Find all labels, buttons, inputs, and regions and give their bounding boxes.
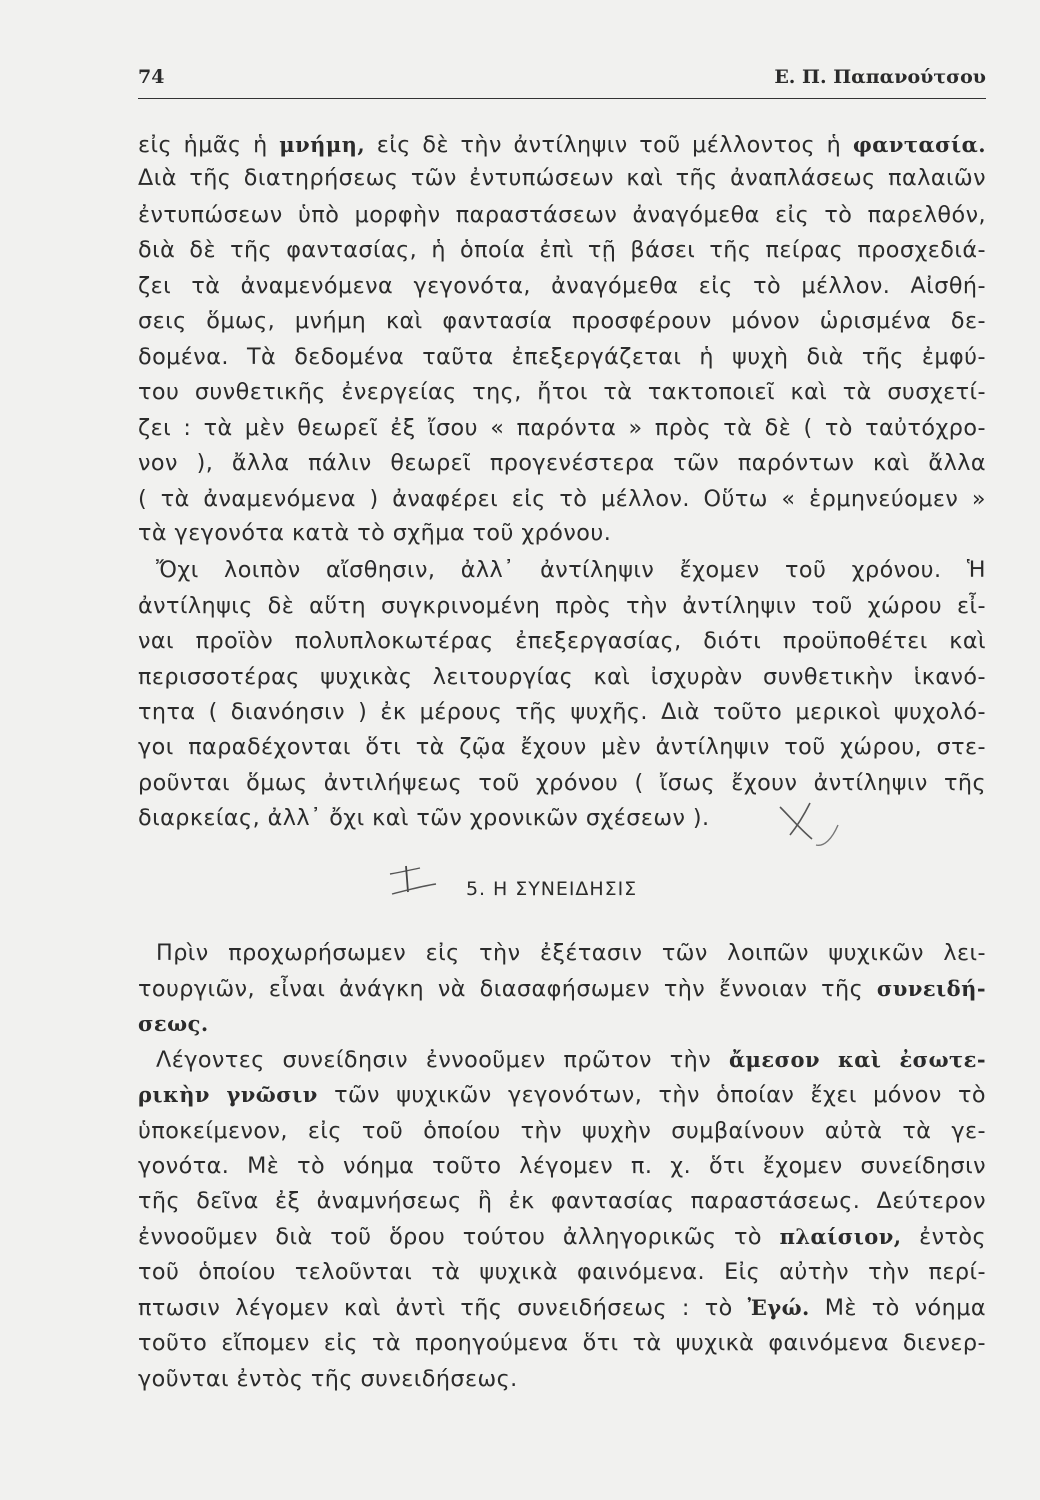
text-line: Λέγοντες συνείδησιν ἐννοοῦμεν πρῶτον τὴν ἄμεσον καὶ ἐσωτε- <box>156 1047 986 1073</box>
bold-term: πλαίσιον, <box>779 1224 902 1249</box>
text-line: τῆς δεῖνα ἐξ ἀναμνήσεως ἢ ἐκ φαντασίας παραστάσεως. Δεύτερον <box>138 1188 986 1214</box>
bold-term: ἄμεσον καὶ ἐσωτε- <box>728 1047 986 1072</box>
text-line: ἐντυπώσεων ὑπὸ μορφὴν παραστάσεων ἀναγόμεθα εἰς τὸ παρελθόν, <box>138 202 986 228</box>
text-line: γοῦνται ἐντὸς τῆς συνειδήσεως. <box>138 1366 518 1392</box>
running-head: Ε. Π. Παπανούτσου <box>774 66 986 88</box>
text-line <box>138 1009 209 1039</box>
text-line: διαρκείας, ἀλλ᾽ ὄχι καὶ τῶν χρονικῶν σχέσεων ). <box>138 805 710 831</box>
text-line: γοι παραδέχονται ὅτι τὰ ζῷα ἔχουν μὲν ἀντίληψιν τοῦ χώρου, στε- <box>138 734 986 760</box>
text-line: Πρὶν προχωρήσωμεν εἰς τὴν ἐξέτασιν τῶν λοιπῶν ψυχικῶν λει- <box>156 940 986 966</box>
text-line: Διὰ τῆς διατηρήσεως τῶν ἐντυπώσεων καὶ τῆς ἀναπλάσεως παλαιῶν <box>138 165 986 191</box>
text-line: εἰς ἡμᾶς ἡ μνήμη, εἰς δὲ τὴν ἀντίληψιν τοῦ μέλλοντος ἡ φαντασία. <box>138 132 986 158</box>
bold-term: συνειδή- <box>876 976 986 1001</box>
pencil-annotation-mark <box>372 862 452 902</box>
bold-term: ρικὴν γνῶσιν <box>138 1082 318 1107</box>
section-heading: 5. Η ΣΥΝΕΙΔΗΣΙΣ <box>466 878 638 900</box>
text-line: Ὄχι λοιπὸν αἴσθησιν, ἀλλ᾽ ἀντίληψιν ἔχομεν τοῦ χρόνου. Ἡ <box>156 557 986 583</box>
text-line: πτωσιν λέγομεν καὶ ἀντὶ τῆς συνειδήσεως : τὸ Ἐγώ. Μὲ τὸ νόημα <box>138 1295 986 1321</box>
text-line: περισσοτέρας ψυχικὰς λειτουργίας καὶ ἰσχυρὰν συνθετικὴν ἱκανό- <box>138 664 986 690</box>
text-line: τὰ γεγονότα κατὰ τὸ σχῆμα τοῦ χρόνου. <box>138 520 612 546</box>
text-line: τοῦ ὁποίου τελοῦνται τὰ ψυχικὰ φαινόμενα. Εἰς αὐτὴν τὴν περί- <box>138 1259 986 1285</box>
text-line: σεις ὅμως, μνήμη καὶ φαντασία προσφέρουν μόνον ὡρισμένα δε- <box>138 308 986 334</box>
text-line: νον ), ἄλλα πάλιν θεωρεῖ προγενέστερα τῶν παρόντων καὶ ἄλλα <box>138 450 986 476</box>
text-line: ζει τὰ ἀναμενόμενα γεγονότα, ἀναγόμεθα εἰς τὸ μέλλον. Αἰσθή- <box>138 273 986 299</box>
text-line: του συνθετικῆς ἐνεργείας της, ἤτοι τὰ τακτοποιεῖ καὶ τὰ συσχετί- <box>138 379 986 405</box>
text-line: τητα ( διανόησιν ) ἐκ μέρους τῆς ψυχῆς. Διὰ τοῦτο μερικοὶ ψυχολό- <box>138 699 986 725</box>
text-line: ὑποκείμενον, εἰς τοῦ ὁποίου τὴν ψυχὴν συμβαίνουν αὐτὰ τὰ γε- <box>138 1118 986 1144</box>
text-line: ζει : τὰ μὲν θεωρεῖ ἐξ ἴσου « παρόντα » πρὸς τὰ δὲ ( τὸ ταὐτόχρο- <box>138 415 986 441</box>
text-line: τουργιῶν, εἶναι ἀνάγκη νὰ διασαφήσωμεν τὴν ἔννοιαν τῆς συνειδή- <box>138 976 986 1002</box>
text-line: ἀντίληψις δὲ αὕτη συγκρινομένη πρὸς τὴν ἀντίληψιν τοῦ χώρου εἶ- <box>138 593 986 619</box>
bold-term: Ἐγώ. <box>747 1295 810 1320</box>
text-line: ἐννοοῦμεν διὰ τοῦ ὅρου τούτου ἀλληγορικῶς τὸ πλαίσιον, ἐντὸς <box>138 1224 986 1250</box>
pencil-annotation-mark <box>770 795 850 860</box>
text-line: διὰ δὲ τῆς φαντασίας, ἡ ὁποία ἐπὶ τῇ βάσει τῆς πείρας προσχεδιά- <box>138 237 986 263</box>
text-line: δομένα. Τὰ δεδομένα ταῦτα ἐπεξεργάζεται ἡ ψυχὴ διὰ τῆς ἐμφύ- <box>138 344 986 370</box>
text-line: ροῦνται ὅμως ἀντιλήψεως τοῦ χρόνου ( ἴσως ἔχουν ἀντίληψιν τῆς <box>138 770 986 796</box>
text-line: ναι προϊὸν πολυπλοκωτέρας ἐπεξεργασίας, διότι προϋποθέτει καὶ <box>138 628 986 654</box>
text-line: τοῦτο εἴπομεν εἰς τὰ προηγούμενα ὅτι τὰ ψυχικὰ φαινόμενα διενερ- <box>138 1330 986 1356</box>
page-number: 74 <box>138 66 165 88</box>
text-line: γονότα. Μὲ τὸ νόημα τοῦτο λέγομεν π. χ. ὅτι ἔχομεν συνείδησιν <box>138 1153 986 1179</box>
page-header <box>138 62 986 99</box>
bold-term: φαντασία. <box>852 132 986 157</box>
bold-term: σεως. <box>138 1011 209 1036</box>
text-line: ( τὰ ἀναμενόμενα ) ἀναφέρει εἰς τὸ μέλλον. Οὕτω « ἑρμηνεύομεν » <box>138 486 986 512</box>
text-line: ρικὴν γνῶσιν τῶν ψυχικῶν γεγονότων, τὴν ὁποίαν ἔχει μόνον τὸ <box>138 1082 987 1108</box>
bold-term: μνήμη, <box>279 132 366 157</box>
